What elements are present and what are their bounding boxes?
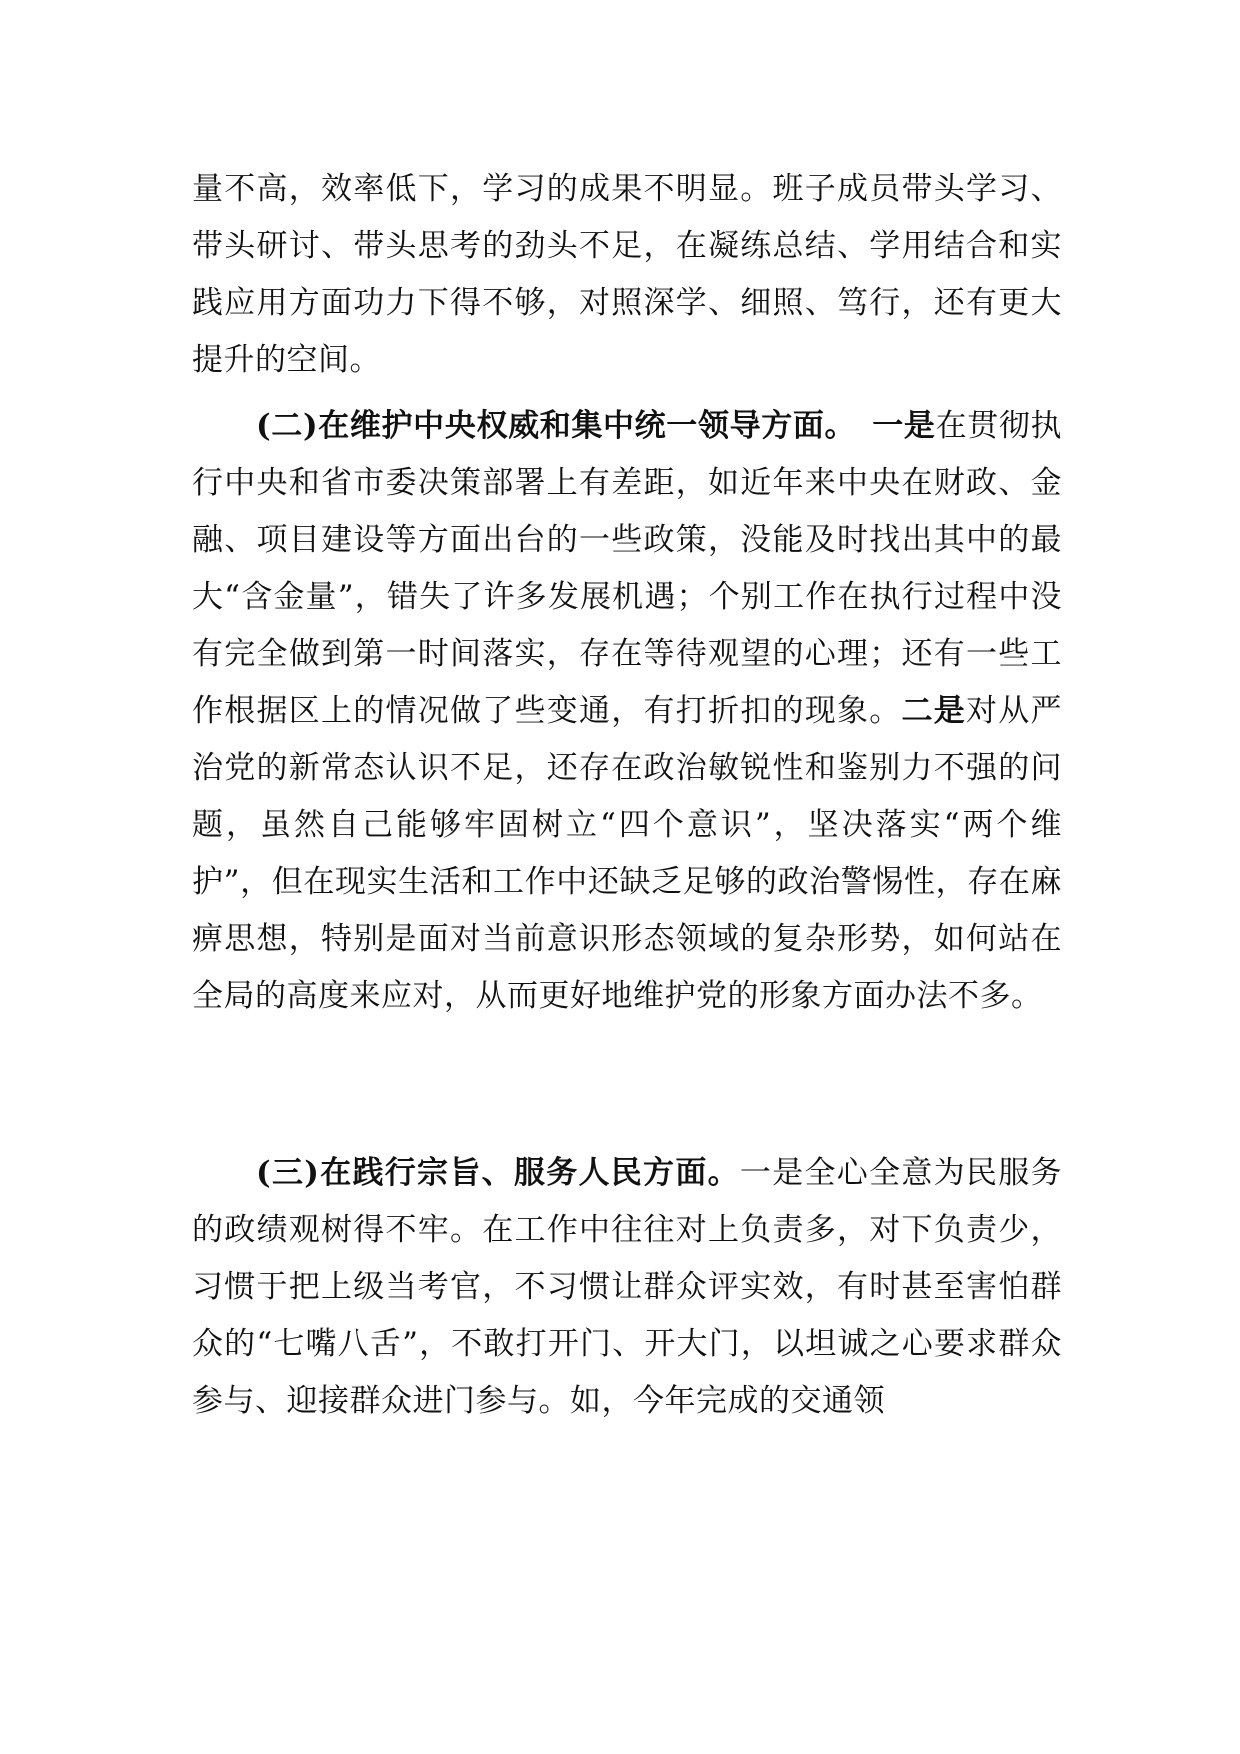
section-3-heading: (三)在践行宗旨、服务人民方面。 [256,1155,740,1191]
section-2-point-2-label: 二是 [901,693,966,729]
section-2-point-1-label: 一是 [872,408,936,444]
paragraph-1-text: 量不高，效率低下，学习的成果不明显。班子成员带头学习、带头研讨、带头思考的劲头不足，在凝练总结、学用结合和实践应用方面功力下得不够，对照深学、细照、笃行，还有更大提升的空间。 [192,171,1062,378]
section-2-heading: (二)在维护中央权威和集中统一领导方面。 [256,408,841,444]
paragraph-continuation [192,161,1062,389]
section-2-point-1-text: 在贯彻执行中央和省市委决策部署上有差距，如近年来中央在财政、金融、项目建设等方面出台的一些政策，没能及时找出其中的最大“含金量”，错失了许多发展机遇；个别工作在执行过程中没有完全做到第一时间落实，存在等待观望的心理；还有一些工作根据区上的情况做了些变通，有打折扣的现象。 [192,408,1062,729]
section-2-spacer [841,408,873,444]
section-2-point-2-text: 对从严治党的新常态认识不足，还存在政治敏锐性和鉴别力不强的问题，虽然自己能够牢固树立“四个意识”，坚决落实“两个维护”，但在现实生活和工作中还缺乏足够的政治警惕性，存在麻痹思想，特别是面对当前意识形态领域的复杂形势，如何站在全局的高度来应对，从而更好地维护党的形象方面办法不多。 [192,693,1062,1014]
paragraph-section-3 [192,1145,1062,1430]
section-3-text: 一是全心全意为民服务的政绩观树得不牢。在工作中往往对上负责多，对下负责少，习惯于把上级当考官，不习惯让群众评实效，有时甚至害怕群众的“七嘴八舌”，不敢打开门、开大门，以坦诚之心要求群众参与、迎接群众进门参与。如，今年完成的交通领 [192,1155,1062,1419]
paragraph-section-2 [192,398,1062,1025]
